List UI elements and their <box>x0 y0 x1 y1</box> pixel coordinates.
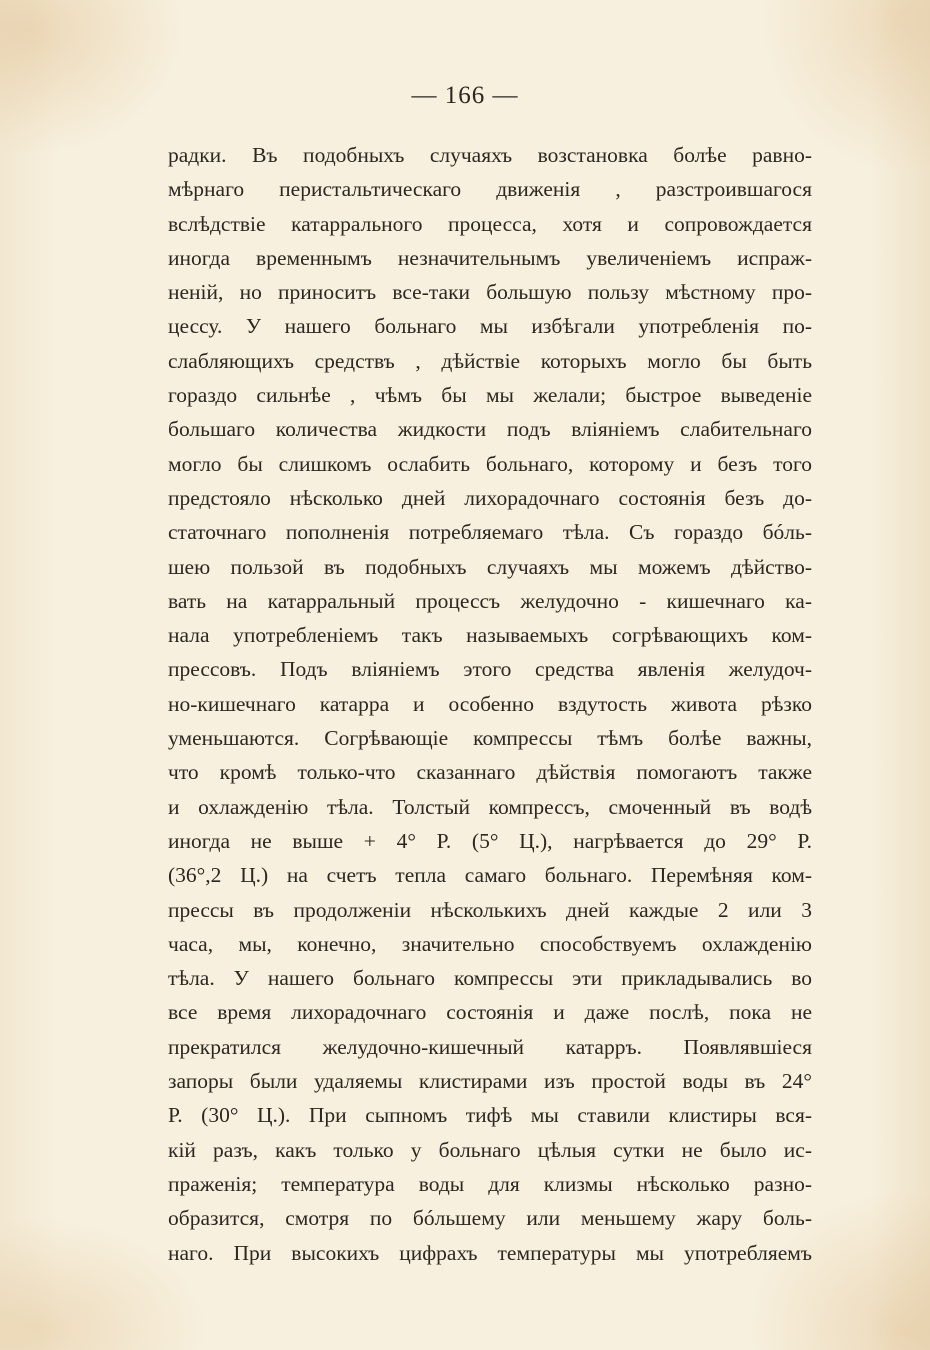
text-line: прессы въ продолженіи нѣсколькихъ дней каждые 2 или 3 <box>168 897 812 922</box>
text-line: предстояло нѣсколько дней лихорадочнаго состоянія безъ до- <box>168 485 812 510</box>
text-line: иногда временнымъ незначительнымъ увеличеніемъ испраж- <box>168 245 812 270</box>
text-line: иногда не выше + 4° Р. (5° Ц.), нагрѣвается до 29° Р. <box>168 828 812 853</box>
text-line: что кромѣ только-что сказаннаго дѣйствія помогаютъ также <box>168 760 812 785</box>
text-line: часа, мы, конечно, значительно способствуемъ охлажденію <box>168 931 812 956</box>
text-line: шею пользой въ подобныхъ случаяхъ мы можемъ дѣйство- <box>168 554 812 579</box>
text-line: гораздо сильнѣе , чѣмъ бы мы желали; быстрое выведеніе <box>168 383 812 408</box>
text-line: образится, смотря по бóльшему или меньшему жару боль- <box>168 1206 812 1231</box>
text-line: мѣрнаго перистальтическаго движенія , разстроившагося <box>168 177 812 202</box>
text-line: прессовъ. Подъ вліяніемъ этого средства явленія желудоч- <box>168 657 812 682</box>
text-line: праженія; температура воды для клизмы нѣсколько разно- <box>168 1171 812 1196</box>
text-line: но-кишечнаго катарра и особенно вздутость живота рѣзко <box>168 691 812 716</box>
body-text <box>168 138 812 1270</box>
text-line: нала употребленіемъ такъ называемыхъ согрѣвающихъ ком- <box>168 623 812 648</box>
text-line: все время лихорадочнаго состоянія и даже послѣ, пока не <box>168 1000 812 1025</box>
text-line: прекратился желудочно-кишечный катарръ. Появлявшіеся <box>168 1034 812 1059</box>
text-line: тѣла. У нашего больнаго компрессы эти прикладывались во <box>168 966 812 991</box>
text-line: вать на катарральный процессъ желудочно - кишечнаго ка- <box>168 588 812 613</box>
text-line: уменьшаются. Согрѣвающіе компрессы тѣмъ болѣе важны, <box>168 726 812 751</box>
page-number: — 166 — <box>411 82 519 109</box>
text-line: радки. Въ подобныхъ случаяхъ возстановка болѣе равно- <box>168 143 812 167</box>
text-line: запоры были удаляемы клистирами изъ простой воды въ 24° <box>168 1069 812 1094</box>
text-line: и охлажденію тѣла. Толстый компрессъ, смоченный въ водѣ <box>168 794 812 819</box>
text-line: кій разъ, какъ только у больнаго цѣлыя сутки не было ис- <box>168 1137 812 1162</box>
text-line: неній, но приноситъ все-таки большую пользу мѣстному про- <box>168 280 812 305</box>
text-line: Р. (30° Ц.). При сыпномъ тифѣ мы ставили клистиры вся- <box>168 1103 812 1128</box>
text-line: большаго количества жидкости подъ вліяніемъ слабительнаго <box>168 417 812 442</box>
text-line: наго. При высокихъ цифрахъ температуры мы употребляемъ <box>168 1240 812 1265</box>
text-line: могло бы слишкомъ ослабить больнаго, которому и безъ того <box>168 451 812 476</box>
text-line: (36°,2 Ц.) на счетъ тепла самаго больнаго. Перемѣняя ком- <box>168 863 812 888</box>
text-line: цессу. У нашего больнаго мы избѣгали употребленія по- <box>168 314 812 339</box>
text-line: слабляющихъ средствъ , дѣйствіе которыхъ могло бы быть <box>168 348 812 373</box>
text-line: вслѣдствіе катаррального процесса, хотя и сопровождается <box>168 211 812 236</box>
text-line: статочнаго пополненія потребляемаго тѣла. Съ гораздо бóль- <box>168 520 812 545</box>
